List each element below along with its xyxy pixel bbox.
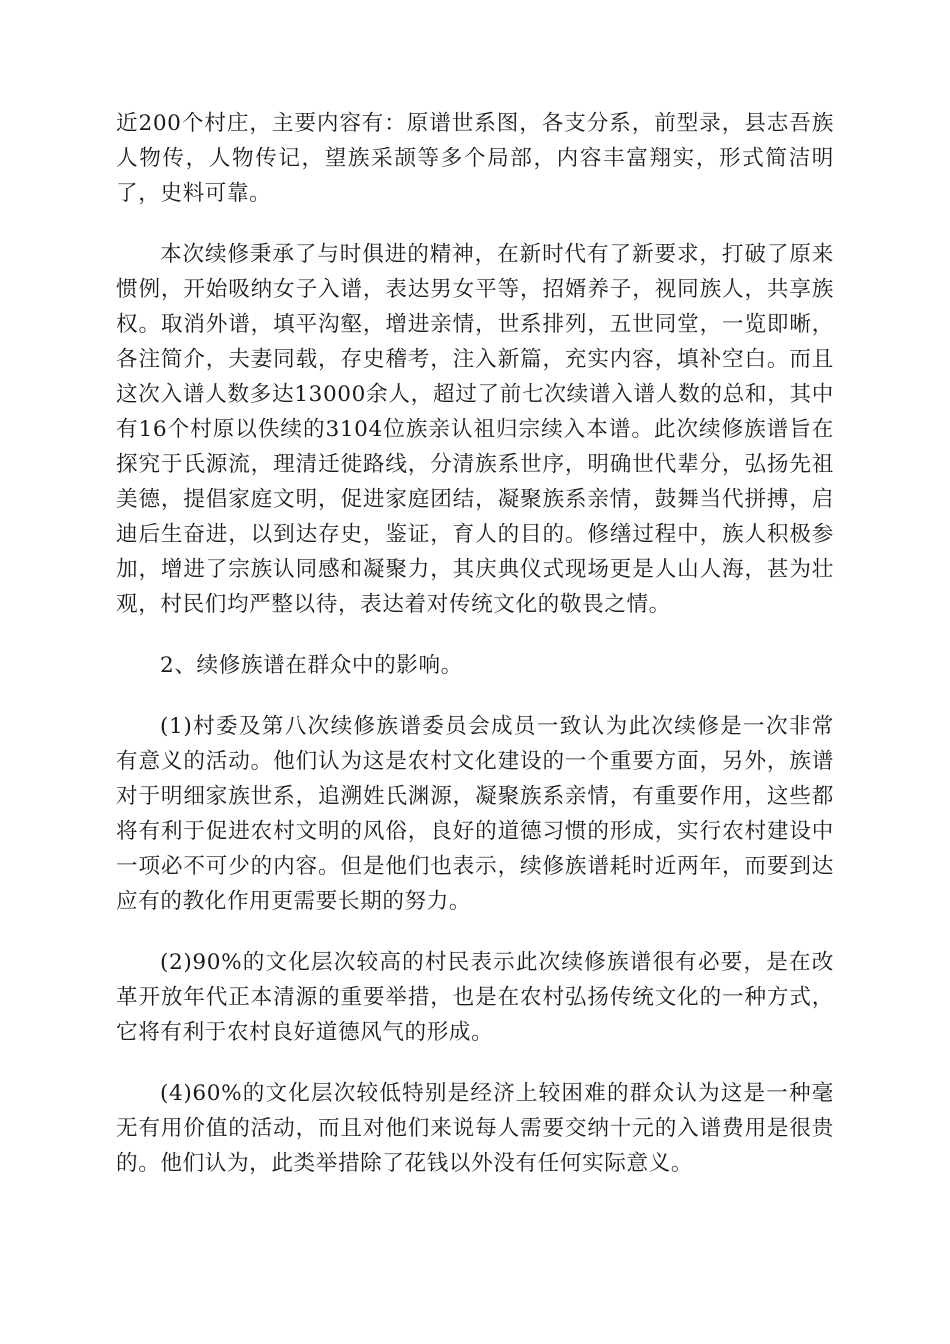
paragraph-village-genealogy-content: 近200个村庄，主要内容有：原谱世系图，各支分系，前型录，县志吾族人物传，人物传记，望族采颉等多个局部，内容丰富翔实，形式简洁明了，史料可靠。 <box>116 111 834 206</box>
paragraph-point-1: (1)村委及第八次续修族谱委员会成员一致认为此次续修是一次非常有意义的活动。他们认为这是农村文化建设的一个重要方面，另外，族谱对于明细家族世系，追溯姓氏渊源，凝聚族系亲情，有重要作用，这些都将有利于促进农村文明的风俗，良好的道德习惯的形成，实行农村建设中一项必不可少的内容。但是他们也表示，续修族谱耗时近两年，而要到达应有的教化作用更需要长期的努力。 <box>116 714 834 914</box>
paragraph-point-4: (4)60%的文化层次较低特别是经济上较困难的群众认为这是一种毫无有用价值的活动，而且对他们来说每人需要交纳十元的入谱费用是很贵的。他们认为，此类举措除了花钱以外没有任何实际意义。 <box>116 1081 834 1176</box>
section-heading-influence: 2、续修族谱在群众中的影响。 <box>160 653 463 678</box>
paragraph-revision-spirit: 本次续修秉承了与时俱进的精神，在新时代有了新要求，打破了原来惯例，开始吸纳女子入谱，表达男女平等，招婿养子，视同族人，共享族权。取消外谱，填平沟壑，增进亲情，世系排列，五世同堂，一览即晰，各注简介，夫妻同载，存史稽考，注入新篇，充实内容，填补空白。而且这次入谱人数多达13000余人，超过了前七次续谱入谱人数的总和，其中有16个村原以佚续的3104位族亲认祖归宗续入本谱。此次续修族谱旨在探究于氏源流，理清迁徙路线，分清族系世序，明确世代辈分，弘扬先祖美德，提倡家庭文明，促进家庭团结，凝聚族系亲情，鼓舞当代拼搏，启迪后生奋进，以到达存史，鉴证，育人的目的。修缮过程中，族人积极参加，增进了宗族认同感和凝聚力，其庆典仪式现场更是人山人海，甚为壮观，村民们均严整以待，表达着对传统文化的敬畏之情。 <box>116 242 834 617</box>
paragraph-point-2: (2)90%的文化层次较高的村民表示此次续修族谱很有必要，是在改革开放年代正本清源的重要举措，也是在农村弘扬传统文化的一种方式，它将有利于农村良好道德风气的形成。 <box>116 950 834 1045</box>
document-page <box>116 106 834 1181</box>
